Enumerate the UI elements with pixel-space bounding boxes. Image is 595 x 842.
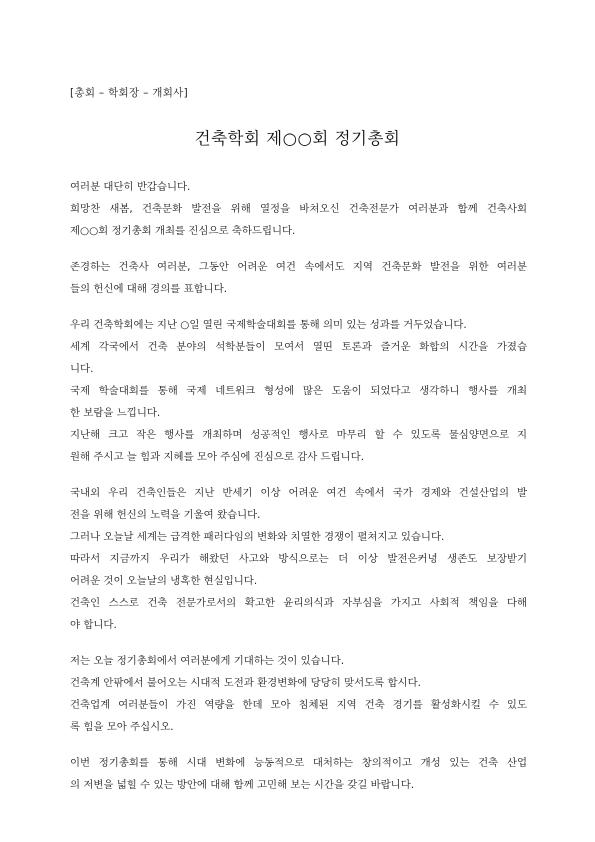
text-line: 이번 정기총회를 통해 시대 변화에 능동적으로 대처하는 창의적이고 개성 있는 건축 산업 bbox=[70, 757, 527, 769]
text-line: 제○○회 정기총회 개최를 진심으로 축하드립니다. bbox=[70, 225, 296, 237]
text-line: 존경하는 건축사 여러분, 그동안 어려운 여건 속에서도 지역 건축문화 발전을 위한 여러분 bbox=[70, 261, 527, 273]
text-line: 어려운 것이 오늘날의 냉혹한 현실입니다. bbox=[70, 575, 258, 587]
text-line: 원해 주시고 늘 힘과 지혜를 모아 주심에 진심으로 감사 드립니다. bbox=[70, 451, 364, 463]
paragraph-greeting bbox=[70, 176, 527, 242]
text-line: 저는 오늘 정기총회에서 여러분에게 기대하는 것이 있습니다. bbox=[70, 655, 345, 667]
paragraph-closing bbox=[70, 752, 527, 796]
text-line: 지난해 크고 작은 행사를 개최하며 성공적인 행사로 마무리 할 수 있도록 물심양면으로 지 bbox=[70, 429, 527, 441]
text-line: 건축업계 여러분들이 가진 역량을 한데 모아 침체된 지역 건축 경기를 활성화시킬 수 있도 bbox=[70, 699, 527, 711]
text-line: 우리 건축학회에는 지난 ○일 열린 국제학술대회를 통해 의미 있는 성과를 거두었습니다. bbox=[70, 319, 467, 331]
text-line: 그러나 오늘날 세계는 급격한 패러다임의 변화와 치열한 경쟁이 펼쳐지고 있습니다. bbox=[70, 531, 445, 543]
paragraph-expectations bbox=[70, 650, 527, 738]
text-line: 야 합니다. bbox=[70, 619, 117, 631]
text-line: 니다. bbox=[70, 363, 94, 375]
text-line: 건축계 안팎에서 불어오는 시대적 도전과 환경변화에 당당히 맞서도록 합시다. bbox=[70, 677, 421, 689]
document-category-label: [총회 – 학회장 – 개회사] bbox=[70, 87, 188, 99]
text-line: 희망찬 새봄, 건축문화 발전을 위해 열정을 바쳐오신 건축전문가 여러분과 함께 건축사회 bbox=[70, 203, 527, 215]
paragraph-conference bbox=[70, 314, 527, 468]
text-line: 들의 헌신에 대해 경의를 표합니다. bbox=[70, 283, 228, 295]
paragraph-challenges bbox=[70, 482, 527, 636]
document-body bbox=[70, 176, 527, 810]
text-line: 따라서 지금까지 우리가 해왔던 사고와 방식으로는 더 이상 발전은커녕 생존도 보장받기 bbox=[70, 553, 527, 565]
document-title: 건축학회 제○○회 정기총회 bbox=[194, 129, 401, 148]
text-line: 국제 학술대회를 통해 국제 네트워크 형성에 많은 도움이 되었다고 생각하니 행사를 개최 bbox=[70, 385, 527, 397]
paragraph-respect bbox=[70, 256, 527, 300]
text-line: 세계 각국에서 건축 분야의 석학분들이 모여서 열띤 토론과 즐거운 화합의 시간을 가졌습 bbox=[70, 341, 527, 353]
text-line: 전을 위해 헌신의 노력을 기울여 왔습니다. bbox=[70, 509, 261, 521]
text-line: 여러분 대단히 반갑습니다. bbox=[70, 181, 191, 193]
text-line: 의 저변을 넓힐 수 있는 방안에 대해 함께 고민해 보는 시간을 갖길 바랍니다. bbox=[70, 779, 415, 791]
text-line: 록 힘을 모아 주십시오. bbox=[70, 721, 174, 733]
text-line: 국내외 우리 건축인들은 지난 반세기 이상 어려운 여건 속에서 국가 경제와 건설산업의 발 bbox=[70, 487, 527, 499]
text-line: 한 보람을 느낍니다. bbox=[70, 407, 161, 419]
text-line: 건축인 스스로 건축 전문가로서의 확고한 윤리의식과 자부심을 가지고 사회적 책임을 다해 bbox=[70, 597, 527, 609]
